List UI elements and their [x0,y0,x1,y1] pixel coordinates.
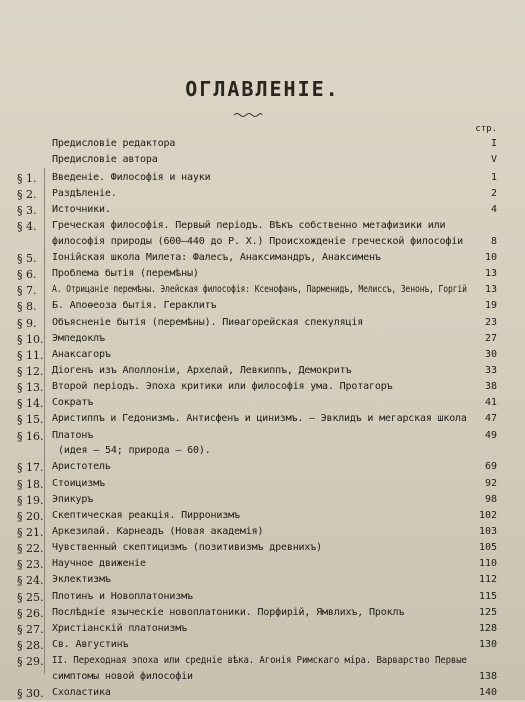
page-number: 110 [478,558,497,570]
entry-title-line: Плотинъ и Новоплатонизмъ [52,590,193,602]
section-number: § 26. [17,606,44,620]
toc-entry [0,284,525,300]
toc-entry [0,268,525,284]
section-number: § 17. [17,461,44,475]
section-number: § 13. [17,381,44,395]
toc-entry [0,623,525,639]
toc-entry [0,542,525,558]
entry-title-line: Проблема бытія (перемѣны) [52,268,199,280]
page-column-header: стр. [475,124,497,134]
entry-title-line: А. Отрицаніе перемѣны. Элейская философія: Ксенофанъ, Парменидъ, Мелиссъ, Зенонъ, Горгій [52,284,467,296]
section-number: § 4. [17,220,37,234]
section-number: § 21. [17,525,44,539]
entry-title-line: Эпикуръ [52,493,94,505]
toc-entry [0,494,525,510]
entry-title-line: Схоластика [52,686,111,698]
toc-entry [0,430,525,461]
section-number: § 11. [17,348,44,362]
page-number: 138 [478,670,497,682]
toc-entry [0,591,525,607]
entry-title-line: Объясненіе бытія (перемѣны). Пиѳагорейская спекуляція [52,316,364,328]
toc-entry [0,172,525,188]
section-number: § 30. [17,686,44,700]
entry-title-line: Источники. [52,204,111,216]
section-number: § 6. [17,268,37,282]
page-number: 27 [484,332,497,344]
page-number: 47 [484,413,497,425]
title-ornament [233,112,263,118]
entry-title-line: Второй періодъ. Эпоха критики или философія ума. Протагоръ [52,381,393,393]
page-number: 128 [478,622,497,634]
section-number: § 19. [17,493,44,507]
page-number: 102 [478,509,497,521]
toc-entry [0,607,525,623]
section-number: § 20. [17,509,44,523]
page-number: 92 [484,477,497,489]
entry-title-line: Введеніе. Философія и науки [52,171,211,183]
entry-title-line: философія природы (600—440 до Р. Х.) Происхожденіе греческой философіи [52,235,463,247]
page-number: V [490,154,497,166]
toc-entry [0,510,525,526]
section-number: § 5. [17,251,37,265]
section-number: § 3. [17,204,37,218]
section-number: § 27. [17,622,44,636]
toc-entry [0,154,525,170]
entry-title-line: (идея — 54; природа — 60). [58,445,211,457]
toc-entry [0,349,525,365]
entry-title-line: Аркезилай. Карнеадъ (Новая академія) [52,525,264,537]
toc-entry [0,252,525,268]
entry-title-line: II. Переходная эпоха или средніе вѣка. Агонія Римскаго міра. Варварство Первые [52,655,467,667]
entry-title-line: Іонійская школа Милета: Фалесъ, Анаксимандръ, Анаксименъ [52,251,381,263]
page-number: 103 [478,525,497,537]
toc-entry [0,558,525,574]
page-number: 13 [484,268,497,280]
toc-entry [0,639,525,655]
section-number: § 22. [17,542,44,556]
section-number: § 29. [17,655,44,669]
page-number: 2 [490,187,497,199]
entry-title-line: Предисловіе редактора [52,138,176,149]
page-number: 140 [478,686,497,698]
section-number: § 7. [17,284,37,298]
section-number: § 14. [17,397,44,411]
page-number: 4 [490,204,497,216]
toc-entry [0,574,525,590]
page-number: 69 [484,461,497,473]
page-number: 33 [484,365,497,376]
entry-title-line: симптомы новой философіи [52,670,193,682]
page-number: 30 [484,348,497,360]
entry-title-line: Эклектизмъ [52,574,111,586]
page-number: 10 [484,251,497,263]
section-number: § 24. [17,574,44,588]
entry-title-line: Діогенъ изъ Аполлоніи, Архелай, Левкиппъ, Демокритъ [52,365,352,376]
section-number: § 1. [17,171,37,185]
entry-title-line: Греческая философія. Первый періодъ. Вѣкъ собственно метафизики или [52,220,446,232]
page-number: 19 [484,300,497,312]
entry-title-line: Стоицизмъ [52,477,105,489]
section-number: § 9. [17,316,37,330]
section-number: § 16. [17,429,44,443]
page-number: 8 [490,235,497,247]
entry-title-line: Сократъ [52,397,94,409]
page-number: 115 [478,590,497,602]
entry-title-line: Б. Апоѳеоза бытія. Гераклитъ [52,300,217,312]
section-number: § 8. [17,300,37,314]
page-number: 112 [478,574,497,586]
entry-title-line: Послѣдніе языческіе новоплатоники. Порфирій, Ямвлихъ, Проклъ [52,606,405,618]
toc-entry [0,381,525,397]
page-title: ОГЛАВЛЕНІЕ. [185,77,340,101]
entry-title-line: Научное движеніе [52,558,146,570]
toc-entry [0,204,525,220]
section-number: § 28. [17,639,44,652]
section-number: § 25. [17,590,44,604]
section-number: § 18. [17,477,44,491]
page-number: 130 [478,639,497,650]
entry-title-line: Аристиппъ и Гедонизмъ. Антисфенъ и цинизмъ. — Эвклидъ и мегарская школа [52,413,467,425]
page-number: 41 [484,397,497,409]
toc-entry [0,397,525,413]
toc-entry [0,333,525,349]
entry-title-line: Аристотель [52,461,111,473]
toc-entry [0,478,525,494]
entry-title-line: Предисловіе автора [52,154,158,166]
toc-entry [0,526,525,542]
toc-entry [0,188,525,204]
toc-entry [0,220,525,251]
entry-title-line: Христіанскій платонизмъ [52,622,188,634]
section-number: § 23. [17,558,44,572]
toc-entry [0,655,525,686]
toc-entry [0,413,525,429]
page-number: 23 [484,316,497,328]
page-number: 125 [478,606,497,618]
page-number: 1 [490,171,497,183]
section-number: § 10. [17,332,44,346]
page-number: 105 [478,542,497,554]
entry-title-line: Эмпедоклъ [52,332,105,344]
page-number: 98 [484,493,497,505]
entry-title-line: Раздѣленіе. [52,187,117,199]
entry-title-line: Платонъ [52,429,94,441]
entry-title-line: Св. Августинъ [52,639,129,650]
page-number: 13 [484,284,497,296]
page-number: I [490,138,497,149]
section-number: § 12. [17,365,44,378]
toc-entry [0,365,525,381]
page-number: 49 [484,429,497,441]
page-number: 38 [484,381,497,393]
toc-entry [0,317,525,333]
section-number: § 2. [17,187,37,201]
entry-title-line: Чувственный скептицизмъ (позитивизмъ древнихъ) [52,542,323,554]
toc-entry [0,138,525,154]
toc-entry [0,300,525,316]
entry-title-line: Скептическая реакція. Пирронизмъ [52,509,240,521]
entry-title-line: Анаксагоръ [52,348,111,360]
toc-entry [0,461,525,477]
section-number: § 15. [17,413,44,427]
